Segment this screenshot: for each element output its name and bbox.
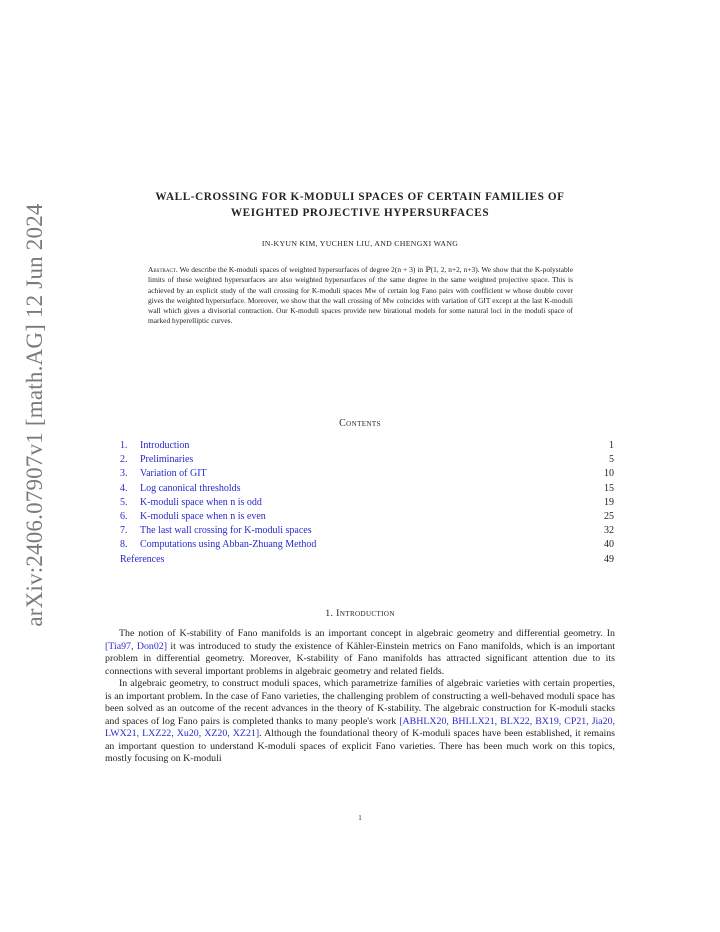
toc-entry[interactable] [120, 538, 614, 552]
toc-entry-link[interactable] [120, 524, 312, 538]
page-number: 1 [358, 814, 362, 822]
citation-link[interactable]: [Tia97, Don02] [105, 640, 167, 652]
toc-entry[interactable] [120, 553, 614, 567]
toc-entry-number: 6. [120, 511, 128, 523]
toc-entry[interactable] [120, 524, 614, 538]
toc-entry-page: 1 [609, 440, 614, 451]
abstract-text: We describe the K-moduli spaces of weighted hypersurfaces of degree 2(n + 3) in ℙ(1, 2, n+2, n+3). We show that the K-polystable limits of these weighted hypersurfaces are also weighted hypersurfaces of the same degree in the same weighted projective space. This is achieved by an explicit study of the wall crossing for K-moduli spaces Mw of certain log Fano pairs with coefficient w whose double cover gives the weighted hypersurface. Moreover, we show that the wall crossing of Mw coincides with variation of GIT except at the last K-moduli wall which gives a divisorial contraction. Our K-moduli spaces provide new birational models for some natural loci in the moduli space of marked hyperelliptic curves. [148, 265, 574, 326]
toc-entry-number: 7. [120, 525, 128, 537]
toc-entry-page: 10 [604, 468, 614, 480]
toc-entry-page: 5 [609, 454, 614, 466]
toc-entry-link[interactable] [120, 538, 316, 552]
toc-entry[interactable] [120, 467, 614, 481]
toc-entry-page: 32 [604, 525, 614, 537]
toc-entry-label: Log canonical thresholds [140, 482, 241, 494]
toc-entry-number: 8. [120, 539, 128, 551]
author-list: IN-KYUN KIM, YUCHEN LIU, AND CHENGXI WANG [261, 239, 459, 248]
toc-entry-page: 25 [604, 511, 614, 523]
toc-entry-label: K-moduli space when n is odd [140, 496, 262, 508]
toc-entry-link[interactable] [120, 553, 164, 567]
toc-entry-link[interactable] [120, 453, 193, 467]
citation-link[interactable]: [ABHLX20, BHLLX21, BLX22, BX19, CP21, Jia20, LWX21, LXZ22, Xu20, XZ20, XZ21] [105, 715, 616, 739]
toc-entry[interactable] [120, 453, 614, 467]
toc-entry-number: 2. [120, 454, 128, 466]
toc-entry-link[interactable] [120, 496, 262, 510]
toc-entry-number: 5. [120, 496, 128, 508]
toc-entry-page: 49 [604, 553, 614, 565]
toc-entry-label: Introduction [140, 440, 190, 451]
toc-entry-number: 3. [120, 468, 128, 480]
toc-entry[interactable] [120, 510, 614, 524]
title-line-1: WALL-CROSSING FOR K-MODULI SPACES OF CERTAIN FAMILIES OF [155, 191, 565, 203]
abstract-label: Abstract. [148, 265, 178, 274]
introduction-body [105, 628, 615, 766]
toc-entry-label: References [120, 553, 165, 565]
toc-entry-page: 40 [604, 539, 614, 551]
toc-entry-label: K-moduli space when n is even [140, 511, 266, 523]
intro-paragraph-2: In algebraic geometry, to construct moduli spaces, which parametrize families of algebraic varieties with certain properties, is an important problem. In the case of Fano varieties, the challenging problem of constructing a well-behaved moduli space has been solved as an outcome of the recent advances in the theory of K-stability. The algebraic construction for K-moduli stacks and spaces of log Fano pairs is completed thanks to many people's work [ABHLX20, BHLLX21, BLX22, BX19, CP21, Jia20, LWX21, LXZ22, Xu20, XZ20, XZ21]. Although the foundational theory of K-moduli spaces have been established, it remains an important question to understand K-moduli spaces of explicit Fano varieties. There has been much work on this topics, mostly focusing on K-moduli [105, 678, 616, 764]
intro-paragraph-1: The notion of K-stability of Fano manifolds is an important concept in algebraic geometry and differential geometry. In [Tia97, Don02] it was introduced to study the existence of Kähler-Einstein metrics on Fano manifolds, which is an important problem in differential geometry. Moreover, K-stability of Fano manifolds has attracted significant attention due to its connections with several important problems in algebraic geometry and related fields. [105, 628, 615, 677]
toc-entry-page: 19 [604, 496, 614, 508]
toc-entry-link[interactable] [120, 467, 207, 481]
toc-entry-link[interactable] [120, 482, 241, 496]
title-line-2: WEIGHTED PROJECTIVE HYPERSURFACES [230, 207, 490, 219]
arxiv-sidebar-stamp [0, 170, 70, 660]
toc-entry-link[interactable] [120, 439, 189, 453]
arxiv-identifier: arXiv:2406.07907v1 [math.AG] 12 Jun 2024 [22, 203, 47, 627]
toc-entry[interactable] [120, 482, 614, 496]
section-heading-introduction: 1. Introduction [325, 608, 395, 619]
toc-entry-label: Variation of GIT [140, 468, 207, 480]
toc-entry-label: Preliminaries [140, 454, 194, 466]
abstract [148, 265, 573, 327]
toc-entry-link[interactable] [120, 510, 266, 524]
toc-entry[interactable] [120, 439, 614, 453]
table-of-contents [120, 439, 614, 567]
toc-entry-number: 4. [120, 482, 128, 494]
toc-entry-label: Computations using Abban-Zhuang Method [140, 539, 317, 551]
toc-entry-label: The last wall crossing for K-moduli spaces [140, 525, 312, 537]
toc-entry[interactable] [120, 496, 614, 510]
contents-heading: Contents [339, 418, 381, 429]
toc-entry-page: 15 [604, 482, 614, 494]
toc-entry-number: 1. [120, 440, 128, 451]
paper-title [100, 189, 620, 221]
